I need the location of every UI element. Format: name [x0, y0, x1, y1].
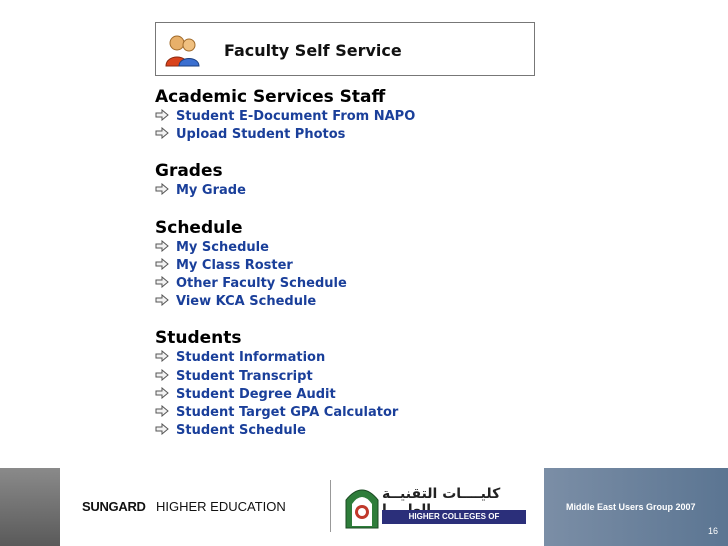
menu-link[interactable] — [155, 386, 575, 404]
section-title: Schedule — [155, 217, 243, 238]
menu-link[interactable] — [155, 422, 575, 440]
event-name: Middle East Users Group 2007 — [566, 502, 696, 512]
arrow-right-icon — [155, 109, 169, 121]
slide-number: 16 — [707, 526, 718, 536]
menu-link-label: Student Target GPA Calculator — [176, 404, 399, 420]
menu-link-label: Student Degree Audit — [176, 386, 336, 402]
sungard-logo-text: SUNGARD — [82, 499, 146, 514]
arrow-right-icon — [155, 387, 169, 399]
menu-content — [155, 86, 575, 440]
menu-link-label: My Grade — [176, 183, 246, 199]
footer — [0, 468, 728, 546]
arrow-right-icon — [155, 276, 169, 288]
faculty-self-service-header — [155, 22, 535, 76]
footer-divider — [330, 480, 331, 532]
menu-link-label: Upload Student Photos — [176, 127, 346, 143]
arrow-right-icon — [155, 258, 169, 270]
arrow-right-icon — [155, 183, 169, 195]
hct-english-name: HIGHER COLLEGES OF TECHNOLOGY — [382, 510, 526, 524]
section-gap — [155, 311, 575, 327]
footer-event-panel — [544, 468, 728, 546]
menu-link[interactable] — [155, 293, 575, 311]
menu-link[interactable] — [155, 257, 575, 275]
arrow-right-icon — [155, 294, 169, 306]
menu-link-label: Student Transcript — [176, 368, 313, 384]
menu-link-label: Student Information — [176, 350, 326, 366]
section-gap — [155, 201, 575, 217]
hct-logo-icon — [342, 480, 382, 532]
menu-link-label: My Class Roster — [176, 257, 293, 273]
arrow-right-icon — [155, 240, 169, 252]
section-title: Grades — [155, 161, 223, 182]
arrow-right-icon — [155, 405, 169, 417]
menu-link[interactable] — [155, 404, 575, 422]
section-title: Academic Services Staff — [155, 87, 386, 107]
menu-link[interactable] — [155, 126, 575, 144]
menu-link-label: Other Faculty Schedule — [176, 275, 347, 291]
menu-link-label: Student Schedule — [176, 423, 306, 439]
menu-link-label: My Schedule — [176, 239, 269, 255]
menu-link[interactable] — [155, 182, 575, 200]
footer-architecture-image — [0, 468, 60, 546]
menu-link[interactable] — [155, 108, 575, 126]
arrow-right-icon — [155, 423, 169, 435]
arrow-right-icon — [155, 127, 169, 139]
menu-link-label: Student E-Document From NAPO — [176, 109, 416, 124]
menu-link[interactable] — [155, 368, 575, 386]
footer-brand-area — [60, 468, 544, 546]
page-title: Faculty Self Service — [224, 41, 402, 60]
section-gap — [155, 144, 575, 160]
higher-education-text: HIGHER EDUCATION — [156, 499, 286, 514]
menu-link[interactable] — [155, 275, 575, 293]
arrow-right-icon — [155, 369, 169, 381]
section-title: Students — [155, 328, 242, 349]
hct-arabic-name: كليــــات التقنيــة — [382, 486, 501, 502]
menu-link[interactable] — [155, 239, 575, 257]
menu-link-label: View KCA Schedule — [176, 294, 317, 310]
arrow-right-icon — [155, 350, 169, 362]
menu-link[interactable] — [155, 349, 575, 367]
faculty-users-icon — [164, 32, 200, 68]
